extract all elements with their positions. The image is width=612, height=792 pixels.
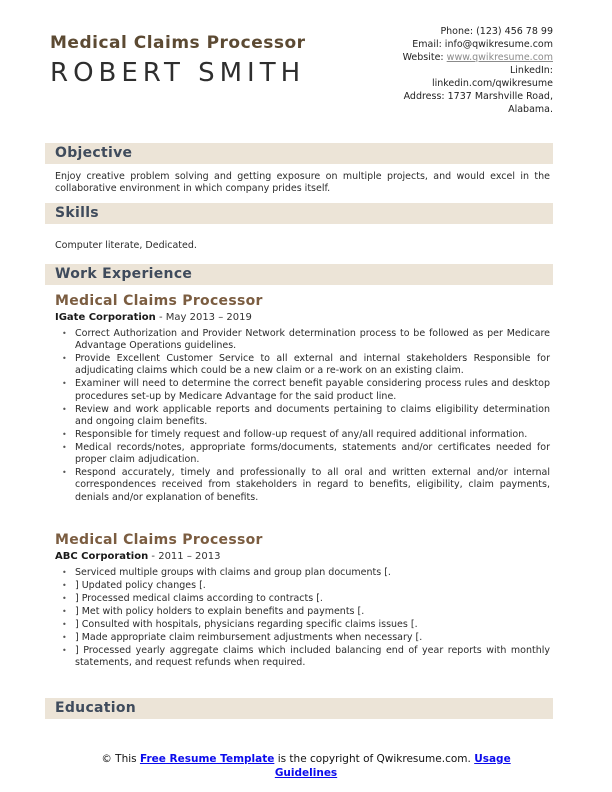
job-bullet: • Responsible for timely request and follow-up request of any/all required additional information. — [55, 429, 550, 441]
job-entry — [55, 293, 550, 505]
contact-block — [323, 25, 553, 116]
job-bullet: • ] Met with policy holders to explain benefits and payments [. — [55, 606, 550, 618]
contact-website — [323, 51, 553, 64]
job-bullet: • ] Updated policy changes [. — [55, 580, 550, 592]
job-bullet: • Review and work applicable reports and documents pertaining to claims eligibility determination and ongoing claim benefits. — [55, 404, 550, 429]
objective-text: Enjoy creative problem solving and getting exposure on multiple projects, and would excel in the collaborative environment in which company prides itself. — [55, 171, 550, 195]
contact-email: Email: info@qwikresume.com — [412, 39, 553, 50]
footer-text — [81, 752, 531, 780]
work-experience-section-heading: Work Experience — [45, 264, 553, 285]
job-title: Medical Claims Processor — [55, 532, 263, 549]
job-bullet-list — [55, 328, 550, 505]
footer-copyright-prefix: © This — [101, 753, 140, 765]
resume-body — [45, 143, 553, 719]
free-resume-template-link[interactable]: Free Resume Template — [139, 753, 275, 765]
job-meta — [55, 551, 550, 562]
resume-header — [0, 0, 612, 116]
job-bullet: • Respond accurately, timely and professionally to all oral and written external and/or internal correspondences received from stakeholders in regard to benefits, eligibility, claim payments, denials and/or explanation of benefits. — [55, 467, 550, 504]
objective-section-heading: Objective — [45, 143, 553, 164]
skills-text: Computer literate, Dedicated. — [55, 240, 197, 252]
page-footer — [0, 752, 612, 780]
job-meta — [55, 312, 550, 323]
job-bullet: • Correct Authorization and Provider Network determination process to be followed as per Medicare Advantage Operations guidelines. — [55, 328, 550, 353]
footer-middle-text: is the copyright of Qwikresume.com. — [274, 753, 475, 765]
job-bullet: • Serviced multiple groups with claims and group plan documents [. — [55, 567, 550, 579]
job-bullet: • ] Made appropriate claim reimbursement adjustments when necessary [. — [55, 632, 550, 644]
job-bullet: • ] Processed yearly aggregate claims which included balancing end of year reports with monthly statements, and request refunds when required. — [55, 645, 550, 670]
job-company: IGate Corporation — [55, 311, 156, 323]
contact-website-label: Website: — [402, 52, 444, 63]
education-section-heading: Education — [45, 698, 553, 719]
job-entry — [55, 532, 550, 669]
resume-title: Medical Claims Processor — [50, 33, 306, 53]
contact-linkedin-value: linkedin.com/qwikresume — [431, 78, 553, 89]
job-bullet: • Medical records/notes, appropriate forms/documents, statements and/or certificates needed for proper claim adjudication. — [55, 442, 550, 467]
usage-guidelines-link[interactable]: Usage Guidelines — [274, 753, 511, 779]
skills-section-heading: Skills — [45, 203, 553, 224]
job-bullet: • ] Consulted with hospitals, physicians regarding specific claims issues [. — [55, 619, 550, 631]
job-title: Medical Claims Processor — [55, 292, 263, 309]
contact-address-line2: Alabama. — [508, 104, 553, 115]
job-bullet: • Provide Excellent Customer Service to all external and internal stakeholders Responsible for adjudicating claims which could be a new claim or a re-work on an existing claim. — [55, 353, 550, 378]
job-bullet: • ] Processed medical claims according to contracts [. — [55, 593, 550, 605]
contact-address-line1: Address: 1737 Marshville Road, — [403, 91, 553, 102]
contact-phone: Phone: (123) 456 78 99 — [440, 26, 553, 37]
job-dates: - 2011 – 2013 — [148, 551, 221, 563]
job-dates: - May 2013 – 2019 — [155, 311, 252, 323]
job-company: ABC Corporation — [55, 551, 149, 563]
job-bullet: • Examiner will need to determine the correct benefit payable considering process rules and desktop procedures set-up by Medicare Advantage for the said product line. — [55, 378, 550, 403]
job-bullet-list — [55, 567, 550, 669]
contact-linkedin-label: LinkedIn: — [509, 65, 553, 76]
candidate-name: ROBERT SMITH — [50, 58, 306, 88]
website-link[interactable]: www.qwikresume.com — [446, 52, 553, 63]
